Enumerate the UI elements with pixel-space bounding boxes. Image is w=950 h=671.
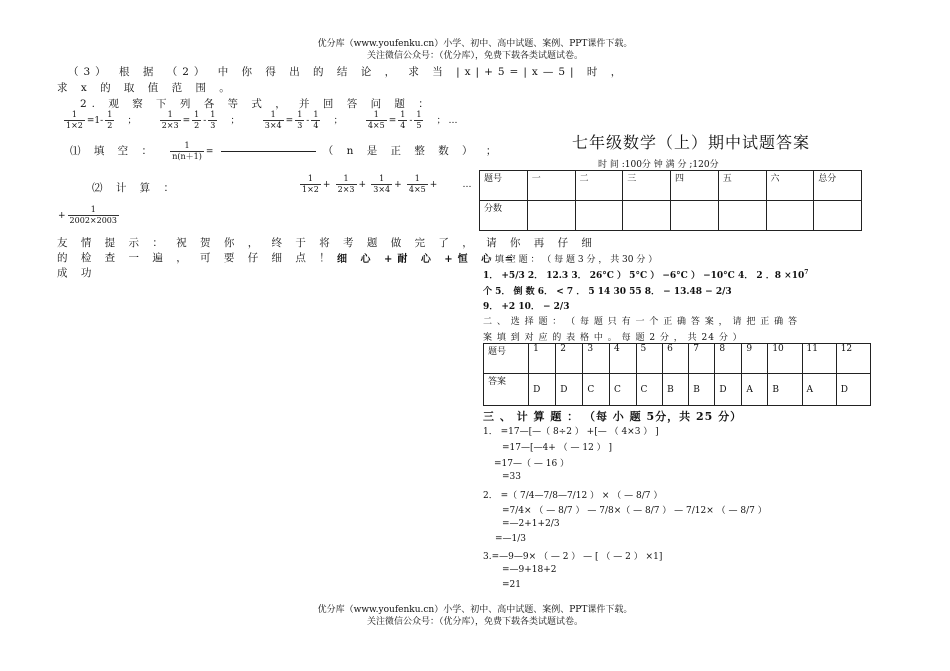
- equation-row: $\frac{1}{1\times 2}$ =1- $\frac{1}{2}$ ； $\frac{1}{2\times 3}$ = $\frac{1}{2}$ - $\frac{1}{3}$ ； $\frac{1}{3\times 4}$ = $\frac{1}{3}$ - $\frac{1}{4}$ ； $\frac{1}{4\times 5}$ = $\frac{1}{4}$ - $\frac{1}{5}$ ； …: [66, 110, 458, 130]
- calc-line: =—2+1+2/3: [502, 519, 560, 529]
- calc-line: =21: [502, 580, 521, 590]
- fraction: $\frac{1}{1\times 2}$: [66, 110, 83, 130]
- tip-line3: 成 功: [57, 267, 97, 279]
- calc-last-term: + $\frac{1}{2002\times 2003}$: [58, 205, 117, 225]
- calc-line: =7/4× （ — 8/7 ） — 7/8×（ — 8/7 ） — 7/12× （ — 8/7 ）: [502, 506, 767, 516]
- calc-line: 3.=—9—9× （ — 2 ） — [ （ — 2 ） ×1]: [483, 552, 663, 562]
- section1-line1: 1． +5/3 2． 12.3 3． 26°C ） 5°C ） −6°C ） −10°C 4． 2 ．$8 \times 10^7$: [483, 269, 809, 281]
- calc-line: 1． =17—[—（ 8÷2 ） +[— （ 4×3 ） ]: [483, 427, 659, 437]
- calc-line: =33: [502, 472, 521, 482]
- answer-title: 七年级数学（上）期中试题答案: [572, 133, 811, 152]
- section2-line1: 二 、 选 择 题 ： （ 每 题 只 有 一 个 正 确 答 案 ， 请 把 正 确 答: [483, 317, 798, 327]
- section1-line2: 个 5． 倒 数 6． < 7 ． 5 14 30 55 8． − 13.48 − 2/3: [483, 287, 732, 297]
- calc-label: ⑵ 计 算 ：: [92, 182, 180, 194]
- page-header-line2: 关注微信公众号：（优分库），免费下载各类试题试卷。: [366, 51, 583, 61]
- choice-number-row: 题号 1 2 3 4 5 6 7 8 9 10 11 12: [484, 344, 871, 374]
- page-header-line1: 优分库（www.youfenku.cn）小学、初中、高中试题、案例、PPT课件下载。: [317, 39, 633, 49]
- q2-title: 2. 观 察 下 列 各 等 式 ， 并 回 答 问 题 ：: [80, 98, 434, 110]
- calc-line: =17—（ — 16 ）: [494, 459, 570, 469]
- page-footer-line1: 优分库（www.youfenku.cn）小学、初中、高中试题、案例、PPT课件下载。: [317, 605, 633, 615]
- exam-time-score: 时 间 :100分 钟 满 分 ;120分: [598, 160, 719, 170]
- section3-title: 三 、 计 算 题 ： （每 小 题 5分，共 25 分）: [483, 410, 743, 423]
- choice-answer-row: 答案 D D C C C B B D A B A D: [484, 374, 871, 406]
- answer-blank[interactable]: [221, 151, 316, 152]
- fill-in-question: ⑴ 填 空 ： $\frac{1}{n(n+1)}$ = （ n 是 正 整 数 ） ；: [70, 141, 502, 161]
- section1-title: 一 填 空 题 ： （ 每 题 3 分 ， 共 30 分 ）: [483, 255, 658, 265]
- calc-line: =—1/3: [495, 534, 527, 544]
- calc-line: 2． =（ 7/4—7/8—7/12 ） × （ — 8/7 ）: [483, 491, 663, 501]
- section2-line2: 案 填 到 对 应 的 表 格 中 。 每 题 2 分 ， 共 24 分 ）: [483, 333, 743, 343]
- calc-series: $\frac{1}{1\times 2}$ + $\frac{1}{2\times 3}$ + $\frac{1}{3\times 4}$ + $\frac{1}{4\times 5}$ + …: [302, 174, 472, 194]
- tip-motto: 细 心 +耐 心 +恒 心 =: [337, 254, 519, 265]
- q3-line2: 求 x 的 取 值 范 围 。: [57, 82, 235, 94]
- calc-line: =17—[—4+ （ — 12 ） ]: [502, 443, 613, 453]
- page-footer-line2: 关注微信公众号：（优分库），免费下载各类试题试卷。: [366, 617, 583, 627]
- tip-line2: 的 检 查 一 遍 ， 可 要 仔 细 点 ！: [57, 252, 335, 264]
- section1-line3: 9． +2 10． − 2/3: [483, 302, 570, 312]
- q3-line1: （3） 根 据 （2） 中 你 得 出 的 结 论 ， 求 当 |x|+5=|x—5| 时 ，: [68, 66, 627, 78]
- choice-answer-table: [483, 343, 871, 406]
- calc-line: =—9+18+2: [502, 565, 557, 575]
- score-table: 题号 一 二 三 四 五 六 总分 分数: [479, 170, 862, 231]
- tip-line1: 友 情 提 示 ： 祝 贺 你 ， 终 于 将 考 题 做 完 了 ， 请 你 再 仔 细: [57, 237, 597, 249]
